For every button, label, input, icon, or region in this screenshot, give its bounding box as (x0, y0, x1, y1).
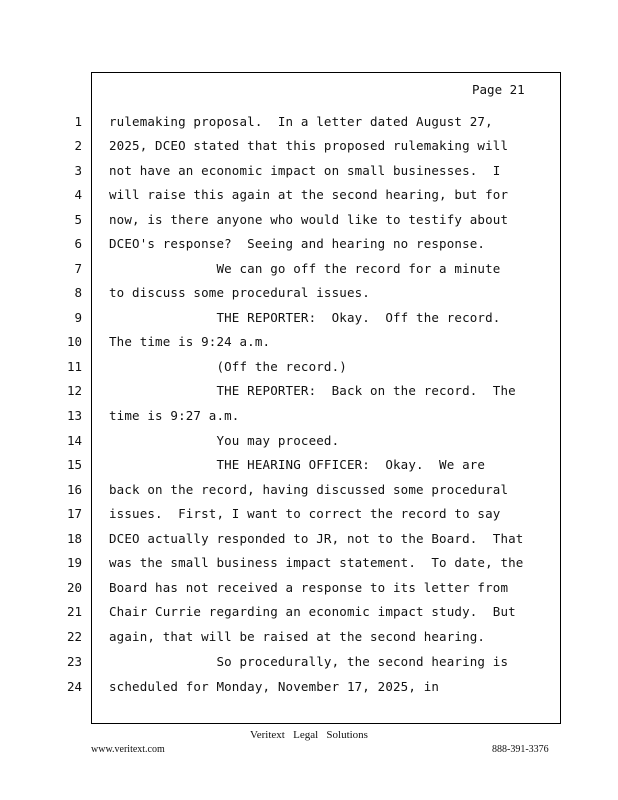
line-number: 24 (66, 679, 82, 694)
footer-company: Veritext Legal Solutions (250, 729, 368, 741)
line-text: issues. First, I want to correct the record to say (109, 506, 501, 521)
line-text: THE REPORTER: Okay. Off the record. (109, 310, 501, 325)
line-number: 23 (66, 654, 82, 669)
line-number: 12 (66, 383, 82, 398)
line-text: time is 9:27 a.m. (109, 408, 240, 423)
line-number: 1 (74, 114, 82, 129)
line-number: 7 (74, 261, 82, 276)
line-text: Board has not received a response to its letter from (109, 580, 509, 595)
line-number: 18 (66, 531, 82, 546)
line-number: 13 (66, 408, 82, 423)
line-number: 10 (66, 334, 82, 349)
line-number: 4 (74, 187, 82, 202)
footer-website: www.veritext.com (91, 744, 165, 755)
line-number: 6 (74, 236, 82, 251)
line-number: 17 (66, 506, 82, 521)
line-text: to discuss some procedural issues. (109, 285, 370, 300)
line-text: THE REPORTER: Back on the record. The (109, 383, 516, 398)
line-text: DCEO's response? Seeing and hearing no response. (109, 236, 486, 251)
line-number: 21 (66, 604, 82, 619)
line-text: was the small business impact statement. To date, the (109, 555, 524, 570)
line-number: 3 (74, 163, 82, 178)
line-number: 15 (66, 457, 82, 472)
line-text: DCEO actually responded to JR, not to the Board. That (109, 531, 524, 546)
line-text: (Off the record.) (109, 359, 347, 374)
line-number: 9 (74, 310, 82, 325)
line-number: 5 (74, 212, 82, 227)
line-text: back on the record, having discussed some procedural (109, 482, 509, 497)
line-number: 11 (66, 359, 82, 374)
line-text: 2025, DCEO stated that this proposed rulemaking will (109, 138, 509, 153)
line-text: scheduled for Monday, November 17, 2025, in (109, 679, 440, 694)
line-number: 20 (66, 580, 82, 595)
line-text: We can go off the record for a minute (109, 261, 501, 276)
line-number: 2 (74, 138, 82, 153)
line-text: rulemaking proposal. In a letter dated August 27, (109, 114, 493, 129)
line-text: Chair Currie regarding an economic impact study. But (109, 604, 516, 619)
line-text: will raise this again at the second hearing, but for (109, 187, 509, 202)
line-text: now, is there anyone who would like to testify about (109, 212, 509, 227)
line-number: 14 (66, 433, 82, 448)
line-number: 22 (66, 629, 82, 644)
line-text: So procedurally, the second hearing is (109, 654, 509, 669)
line-text: not have an economic impact on small businesses. I (109, 163, 501, 178)
line-text: again, that will be raised at the second hearing. (109, 629, 486, 644)
page-number: Page 21 (472, 82, 525, 97)
line-text: You may proceed. (109, 433, 340, 448)
footer-phone: 888-391-3376 (492, 744, 549, 755)
line-number: 8 (74, 285, 82, 300)
line-number: 16 (66, 482, 82, 497)
line-text: THE HEARING OFFICER: Okay. We are (109, 457, 486, 472)
line-text: The time is 9:24 a.m. (109, 334, 271, 349)
line-number: 19 (66, 555, 82, 570)
